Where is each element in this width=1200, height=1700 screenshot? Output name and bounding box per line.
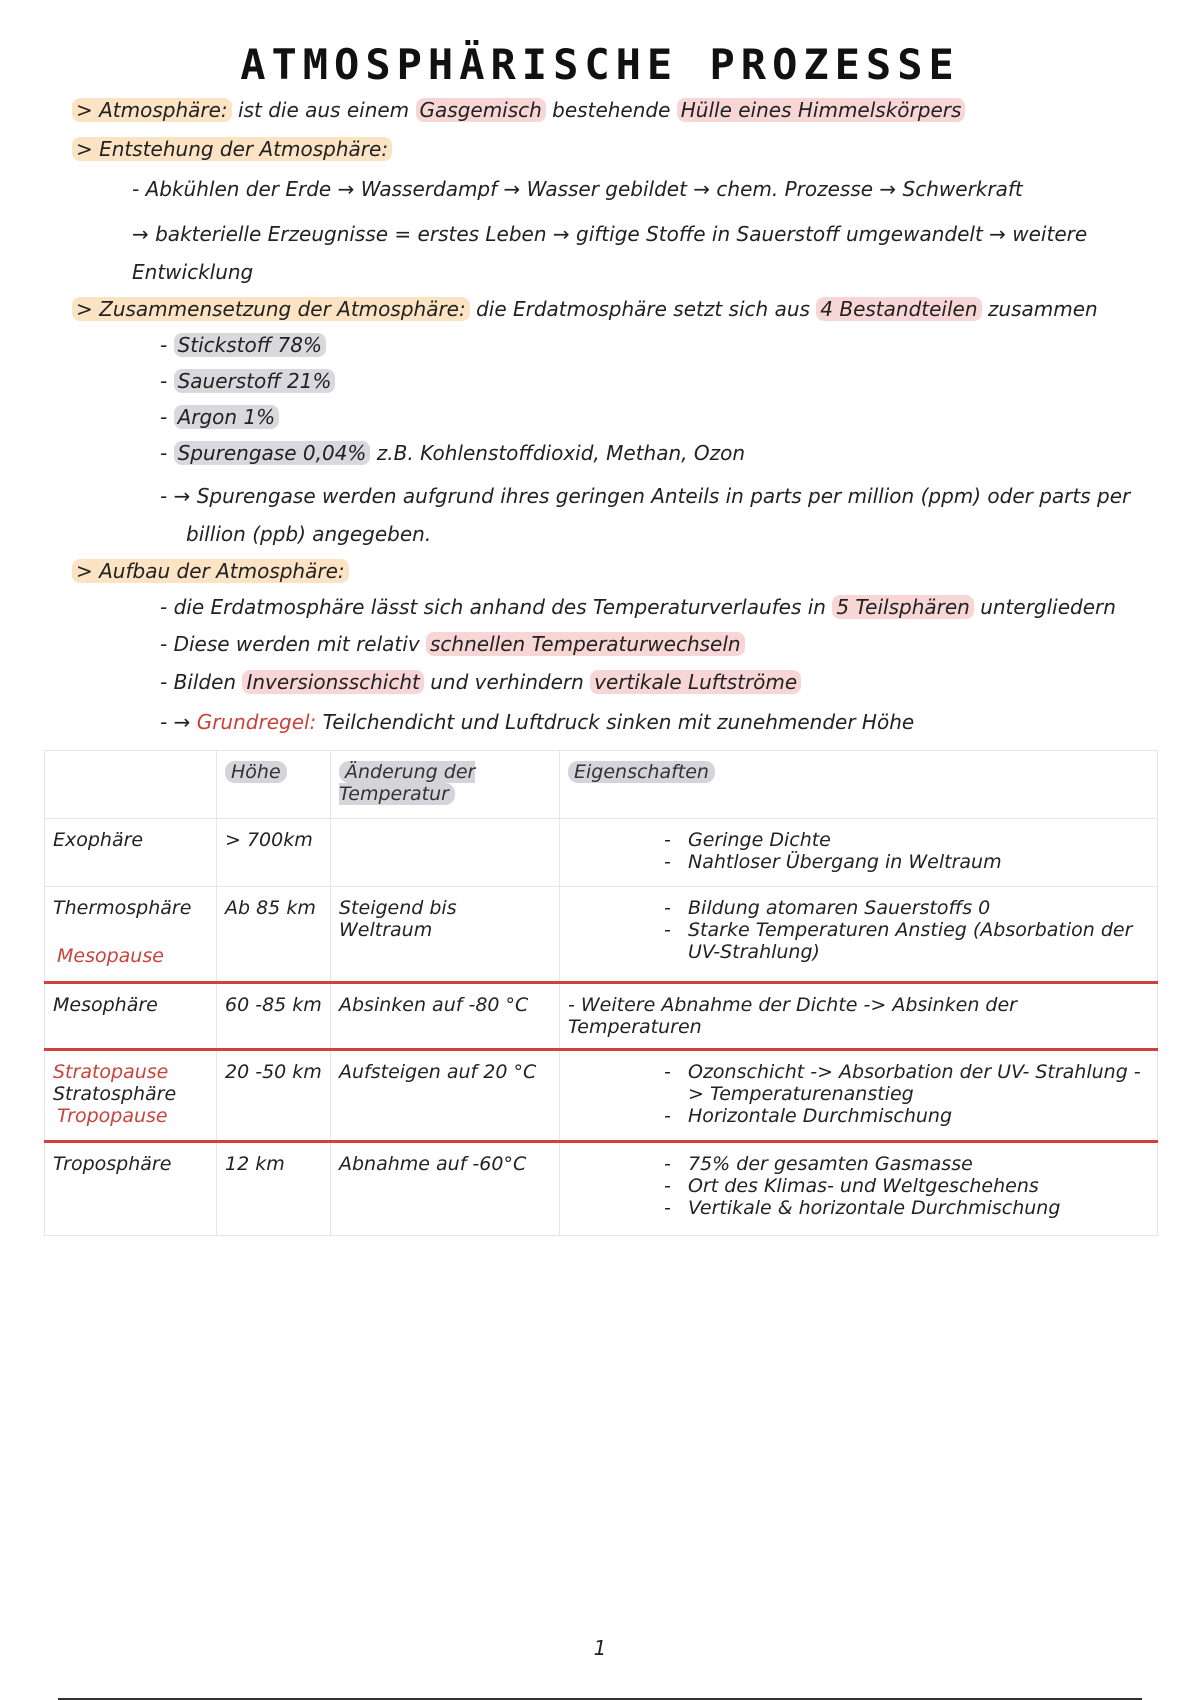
pause-label: Stratopause — [53, 1061, 169, 1083]
dash: - — [160, 333, 168, 357]
component-item — [160, 369, 335, 393]
property-item: - Nahtloser Übergang in Weltraum — [688, 851, 1149, 873]
spurengase-examples: z.B. Kohlenstoffdioxid, Methan, Ozon — [370, 441, 746, 465]
entstehung-heading — [72, 137, 392, 161]
grundregel-label: Grundregel: — [196, 710, 317, 734]
text: - Bilden — [160, 670, 243, 694]
table-header-eigenschaften — [560, 751, 1158, 819]
atmosphere-layers-table — [44, 750, 1158, 1236]
table-row — [45, 887, 1158, 983]
layer-name — [45, 1142, 217, 1236]
aufbau-bullet-4 — [160, 710, 914, 734]
definition-text-2: bestehende — [545, 98, 677, 122]
layer-height: 12 km — [217, 1142, 331, 1236]
text: - die Erdatmosphäre lässt sich anhand des Temperaturverlaufes in — [160, 595, 833, 619]
highlight-gasgemisch: Gasgemisch — [416, 98, 546, 122]
page-number: 1 — [593, 1636, 607, 1660]
property-item: - Horizontale Durchmischung — [688, 1105, 1149, 1127]
layer-temperature — [331, 819, 560, 887]
aufbau-bullet-3 — [160, 670, 801, 694]
component-item — [160, 333, 326, 357]
table-header-temperatur — [331, 751, 560, 819]
pause-label: Tropopause — [57, 1105, 168, 1127]
zusammensetzung-text: die Erdatmosphäre setzt sich aus — [469, 297, 817, 321]
property-item: - Vertikale & horizontale Durchmischung — [688, 1197, 1149, 1219]
header-label: Änderung der Temperatur — [339, 761, 476, 805]
layer-height: 20 -50 km — [217, 1050, 331, 1142]
layer-name — [45, 1050, 217, 1142]
layer-label: Stratosphäre — [53, 1083, 177, 1105]
zusammensetzung-text-2: zusammen — [981, 297, 1098, 321]
layer-temperature: Aufsteigen auf 20 °C — [331, 1050, 560, 1142]
component-argon: Argon 1% — [174, 405, 280, 429]
property-item: - 75% der gesamten Gasmasse — [688, 1153, 1149, 1175]
layer-height: 60 -85 km — [217, 983, 331, 1050]
layer-properties — [560, 1142, 1158, 1236]
layer-label: Thermosphäre — [53, 897, 192, 919]
text: Teilchendicht und Luftdruck sinken mit zunehmender Höhe — [316, 710, 915, 734]
layer-label: Mesophäre — [53, 994, 158, 1016]
dash: - — [160, 369, 168, 393]
aufbau-bullet-2 — [160, 632, 745, 656]
table-header-empty — [45, 751, 217, 819]
table-header-row — [45, 751, 1158, 819]
table-row — [45, 1050, 1158, 1142]
aufbau-heading — [72, 559, 349, 583]
highlight-bestandteile: 4 Bestandteilen — [816, 297, 981, 321]
table-header-hoehe — [217, 751, 331, 819]
dash: - — [160, 441, 168, 465]
highlight-luftstroeme: vertikale Luftströme — [590, 670, 801, 694]
table-row — [45, 983, 1158, 1050]
definition-text: ist die aus einem — [231, 98, 416, 122]
layer-temperature: Abnahme auf -60°C — [331, 1142, 560, 1236]
aufbau-bullet-1 — [160, 595, 1116, 619]
zusammensetzung-label: > Zusammensetzung der Atmosphäre: — [72, 297, 470, 321]
layer-label: Exophäre — [53, 829, 144, 851]
layer-label: Troposphäre — [53, 1153, 172, 1175]
highlight-temperaturwechsel: schnellen Temperaturwechseln — [426, 632, 745, 656]
text: und verhindern — [423, 670, 591, 694]
table-row — [45, 1142, 1158, 1236]
layer-height: > 700km — [217, 819, 331, 887]
component-item — [160, 405, 279, 429]
layer-temperature: Absinken auf -80 °C — [331, 983, 560, 1050]
highlight-huelle: Hülle eines Himmelskörpers — [677, 98, 966, 122]
text: - → — [160, 710, 197, 734]
layer-properties — [560, 1050, 1158, 1142]
layer-properties — [560, 819, 1158, 887]
component-item — [160, 441, 745, 465]
component-stickstoff: Stickstoff 78% — [174, 333, 326, 357]
highlight-teilsphaeren: 5 Teilsphären — [832, 595, 974, 619]
layer-properties: - Weitere Abnahme der Dichte -> Absinken der Temperaturen — [560, 983, 1158, 1050]
highlight-inversionsschicht: Inversionsschicht — [242, 670, 423, 694]
text: - Diese werden mit relativ — [160, 632, 427, 656]
component-sauerstoff: Sauerstoff 21% — [174, 369, 336, 393]
text: untergliedern — [973, 595, 1116, 619]
header-label: Eigenschaften — [568, 761, 715, 783]
dash: - — [160, 405, 168, 429]
aufbau-label: > Aufbau der Atmosphäre: — [72, 559, 349, 583]
header-label: Höhe — [225, 761, 287, 783]
page-title: ATMOSPHÄRISCHE PROZESSE — [240, 40, 960, 89]
entstehung-line-2: → bakterielle Erzeugnisse = erstes Leben → giftige Stoffe in Sauerstoff umgewandelt → weitere — [132, 222, 1088, 246]
property-item: - Ozonschicht -> Absorbation der UV- Strahlung -> Temperaturenanstieg — [688, 1061, 1149, 1105]
property-item: - Ort des Klimas- und Weltgeschehens — [688, 1175, 1149, 1197]
definition-label: > Atmosphäre: — [72, 98, 232, 122]
property-item: - Geringe Dichte — [688, 829, 1149, 851]
table-row — [45, 819, 1158, 887]
definition-line — [72, 98, 965, 122]
pause-label: Mesopause — [57, 945, 164, 967]
layer-height: Ab 85 km — [217, 887, 331, 983]
component-spurengase: Spurengase 0,04% — [174, 441, 371, 465]
zusammensetzung-line — [72, 297, 1098, 321]
spurengase-note-1: - → Spurengase werden aufgrund ihres geringen Anteils in parts per million (ppm) oder parts per — [160, 484, 1131, 508]
layer-name — [45, 887, 217, 983]
layer-temperature: Steigend bis Weltraum — [331, 887, 560, 983]
layer-name — [45, 819, 217, 887]
layer-name — [45, 983, 217, 1050]
entstehung-line-3: Entwicklung — [132, 260, 254, 284]
spurengase-note-2: billion (ppb) angegeben. — [186, 522, 432, 546]
entstehung-label: > Entstehung der Atmosphäre: — [72, 137, 392, 161]
layer-properties — [560, 887, 1158, 983]
property-item: - Starke Temperaturen Anstieg (Absorbation der UV-Strahlung) — [688, 919, 1149, 963]
property-item: - Bildung atomaren Sauerstoffs 0 — [688, 897, 1149, 919]
entstehung-line-1: - Abkühlen der Erde → Wasserdampf → Wasser gebildet → chem. Prozesse → Schwerkraft — [132, 177, 1023, 201]
